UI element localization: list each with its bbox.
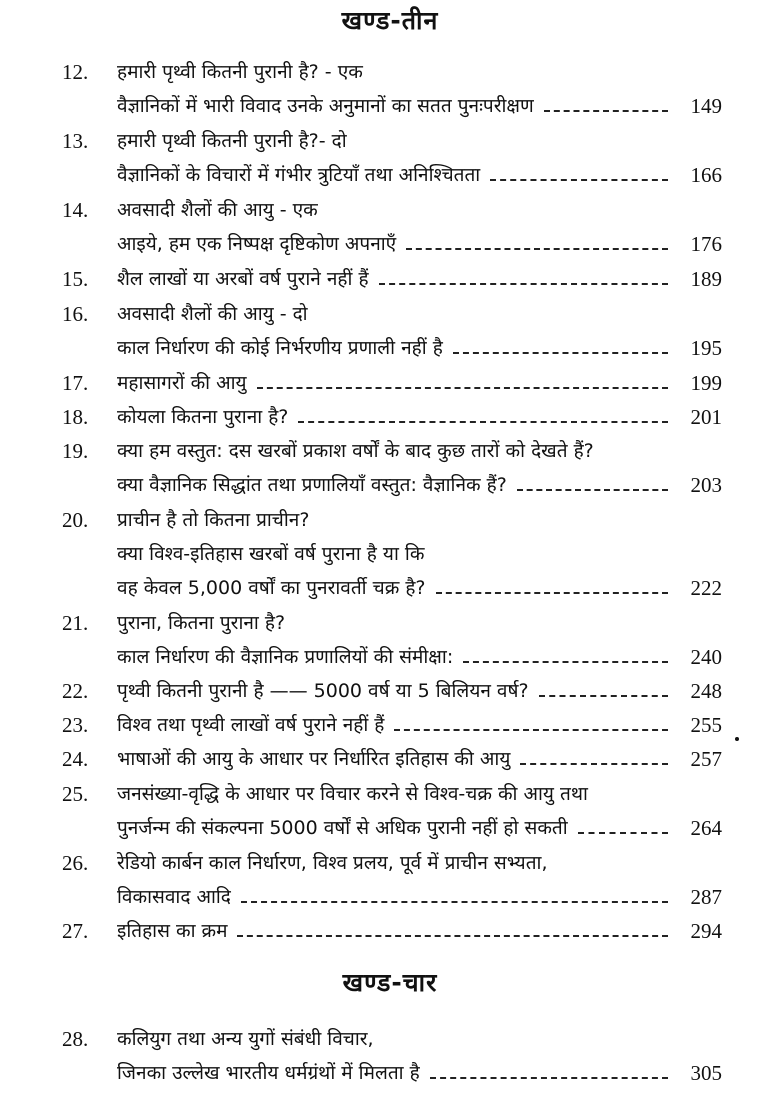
entry-title-line	[117, 742, 722, 776]
entry-number: 27.	[62, 919, 89, 943]
stray-mark	[735, 737, 739, 741]
dot-leader	[463, 661, 668, 663]
entry-subtitle: वैज्ञानिकों में भारी विवाद उनके अनुमानों का सतत पुनःपरीक्षण	[117, 95, 534, 117]
dot-leader	[406, 248, 668, 250]
entry-title-line	[117, 468, 722, 502]
entry-title-line	[117, 811, 722, 845]
entry-title-line	[117, 1022, 722, 1056]
entry-subtitle: विकासवाद आदि	[117, 886, 231, 908]
dot-leader	[298, 421, 668, 423]
entry-title-line	[117, 537, 722, 571]
dot-leader	[544, 110, 668, 112]
entry-subtitle: क्या विश्व-इतिहास खरबों वर्ष पुराना है या कि	[117, 543, 425, 565]
dot-leader	[453, 352, 668, 354]
entry-subtitle: काल निर्धारण की वैज्ञानिक प्रणालियों की संमीक्षा:	[117, 646, 454, 668]
dot-leader	[520, 763, 668, 765]
entry-title-line	[117, 503, 722, 537]
entry-title-line	[117, 606, 722, 640]
entry-number: 26.	[62, 851, 89, 875]
entry-subtitle: आइये, हम एक निष्पक्ष दृष्टिकोण अपनाएँ	[117, 233, 397, 255]
entry-title-line	[117, 434, 722, 468]
entry-title-line	[117, 708, 722, 742]
entry-title: कोयला कितना पुराना है?	[117, 406, 289, 428]
entry-title: क्या हम वस्तुत: दस खरबों प्रकाश वर्षों के बाद कुछ तारों को देखते हैं?	[117, 440, 594, 462]
page-number: 203	[690, 473, 722, 497]
dot-leader	[430, 1077, 668, 1079]
section-title-khand-chaar: खण्ड-चार	[342, 968, 438, 997]
entry-number: 17.	[62, 371, 89, 395]
dot-leader	[490, 179, 668, 181]
entry-title: प्राचीन है तो कितना प्राचीन?	[117, 509, 310, 531]
entry-title: अवसादी शैलों की आयु - दो	[117, 303, 308, 325]
entry-title-line	[117, 571, 722, 605]
page-number: 248	[690, 679, 722, 703]
entry-title-line	[117, 914, 722, 948]
entry-title-line	[117, 193, 722, 227]
entry-title-line	[117, 331, 722, 365]
page-number: 264	[690, 816, 722, 840]
entry-subtitle: वह केवल 5,000 वर्षों का पुनरावर्ती चक्र है?	[117, 577, 426, 599]
entry-title-line	[117, 880, 722, 914]
page-number: 199	[690, 371, 722, 395]
entry-title: पृथ्वी कितनी पुरानी है —— 5000 वर्ष या 5 बिलियन वर्ष?	[117, 680, 529, 702]
page-number: 166	[690, 163, 722, 187]
dot-leader	[578, 832, 668, 834]
page-number: 305	[690, 1061, 722, 1085]
entry-title: महासागरों की आयु	[117, 372, 247, 394]
page-number: 222	[690, 576, 722, 600]
entry-title: हमारी पृथ्वी कितनी पुरानी है?- दो	[117, 130, 347, 152]
entry-number: 14.	[62, 198, 89, 222]
entry-number: 25.	[62, 782, 89, 806]
dot-leader	[241, 901, 668, 903]
entry-subtitle: वैज्ञानिकों के विचारों में गंभीर त्रुटियाँ तथा अनिश्चितता	[117, 164, 481, 186]
entry-title-line	[117, 227, 722, 261]
dot-leader	[394, 729, 668, 731]
dot-leader	[379, 283, 668, 285]
entry-title: अवसादी शैलों की आयु - एक	[117, 199, 318, 221]
entry-number: 12.	[62, 60, 89, 84]
dot-leader	[257, 387, 668, 389]
entry-number: 23.	[62, 713, 89, 737]
page-number: 287	[690, 885, 722, 909]
page-number: 201	[690, 405, 722, 429]
dot-leader	[517, 489, 668, 491]
page-number: 294	[690, 919, 722, 943]
entry-title: पुराना, कितना पुराना है?	[117, 612, 286, 634]
entry-title-line	[117, 262, 722, 296]
entry-title-line	[117, 777, 722, 811]
entry-title-line	[117, 89, 722, 123]
entry-number: 15.	[62, 267, 89, 291]
entry-title-line	[117, 674, 722, 708]
entry-number: 24.	[62, 747, 89, 771]
page-number: 255	[690, 713, 722, 737]
entry-title: विश्व तथा पृथ्वी लाखों वर्ष पुराने नहीं हैं	[117, 714, 385, 736]
entry-title-line	[117, 400, 722, 434]
entry-number: 18.	[62, 405, 89, 429]
page-number: 240	[690, 645, 722, 669]
dot-leader	[237, 935, 668, 937]
entry-subtitle: क्या वैज्ञानिक सिद्धांत तथा प्रणालियाँ वस्तुत: वैज्ञानिक हैं?	[117, 474, 507, 496]
entry-number: 16.	[62, 302, 89, 326]
entry-number: 19.	[62, 439, 89, 463]
page-number: 257	[690, 747, 722, 771]
entry-title-line	[117, 366, 722, 400]
entry-number: 28.	[62, 1027, 89, 1051]
entry-subtitle: जिनका उल्लेख भारतीय धर्मग्रंथों में मिलता है	[117, 1062, 420, 1084]
entry-title: कलियुग तथा अन्य युगों संबंधी विचार,	[117, 1028, 374, 1050]
entry-title: शैल लाखों या अरबों वर्ष पुराने नहीं हैं	[117, 268, 369, 290]
entry-title-line	[117, 124, 722, 158]
page-number: 189	[690, 267, 722, 291]
entry-number: 21.	[62, 611, 89, 635]
entry-number: 20.	[62, 508, 89, 532]
entry-title-line	[117, 158, 722, 192]
entry-number: 13.	[62, 129, 89, 153]
entry-title: रेडियो कार्बन काल निर्धारण, विश्व प्रलय, पूर्व में प्राचीन सभ्यता,	[117, 852, 548, 874]
entry-title-line	[117, 55, 722, 89]
entry-title: इतिहास का क्रम	[117, 920, 228, 942]
entry-subtitle: काल निर्धारण की कोई निर्भरणीय प्रणाली नहीं है	[117, 337, 443, 359]
page-number: 149	[690, 94, 722, 118]
entry-title: भाषाओं की आयु के आधार पर निर्धारित इतिहास की आयु	[117, 748, 511, 770]
entry-number: 22.	[62, 679, 89, 703]
dot-leader	[539, 695, 668, 697]
entry-title-line	[117, 640, 722, 674]
entry-title: जनसंख्या-वृद्धि के आधार पर विचार करने से विश्व-चक्र की आयु तथा	[117, 783, 588, 805]
dot-leader	[436, 592, 668, 594]
entry-title: हमारी पृथ्वी कितनी पुरानी है? - एक	[117, 61, 363, 83]
entry-subtitle: पुनर्जन्म की संकल्पना 5000 वर्षों से अधिक पुरानी नहीं हो सकती	[117, 817, 568, 839]
entry-title-line	[117, 297, 722, 331]
page-number: 195	[690, 336, 722, 360]
entry-title-line	[117, 1056, 722, 1090]
section-title-khand-teen: खण्ड-तीन	[341, 6, 439, 35]
entry-title-line	[117, 846, 722, 880]
page-number: 176	[690, 232, 722, 256]
